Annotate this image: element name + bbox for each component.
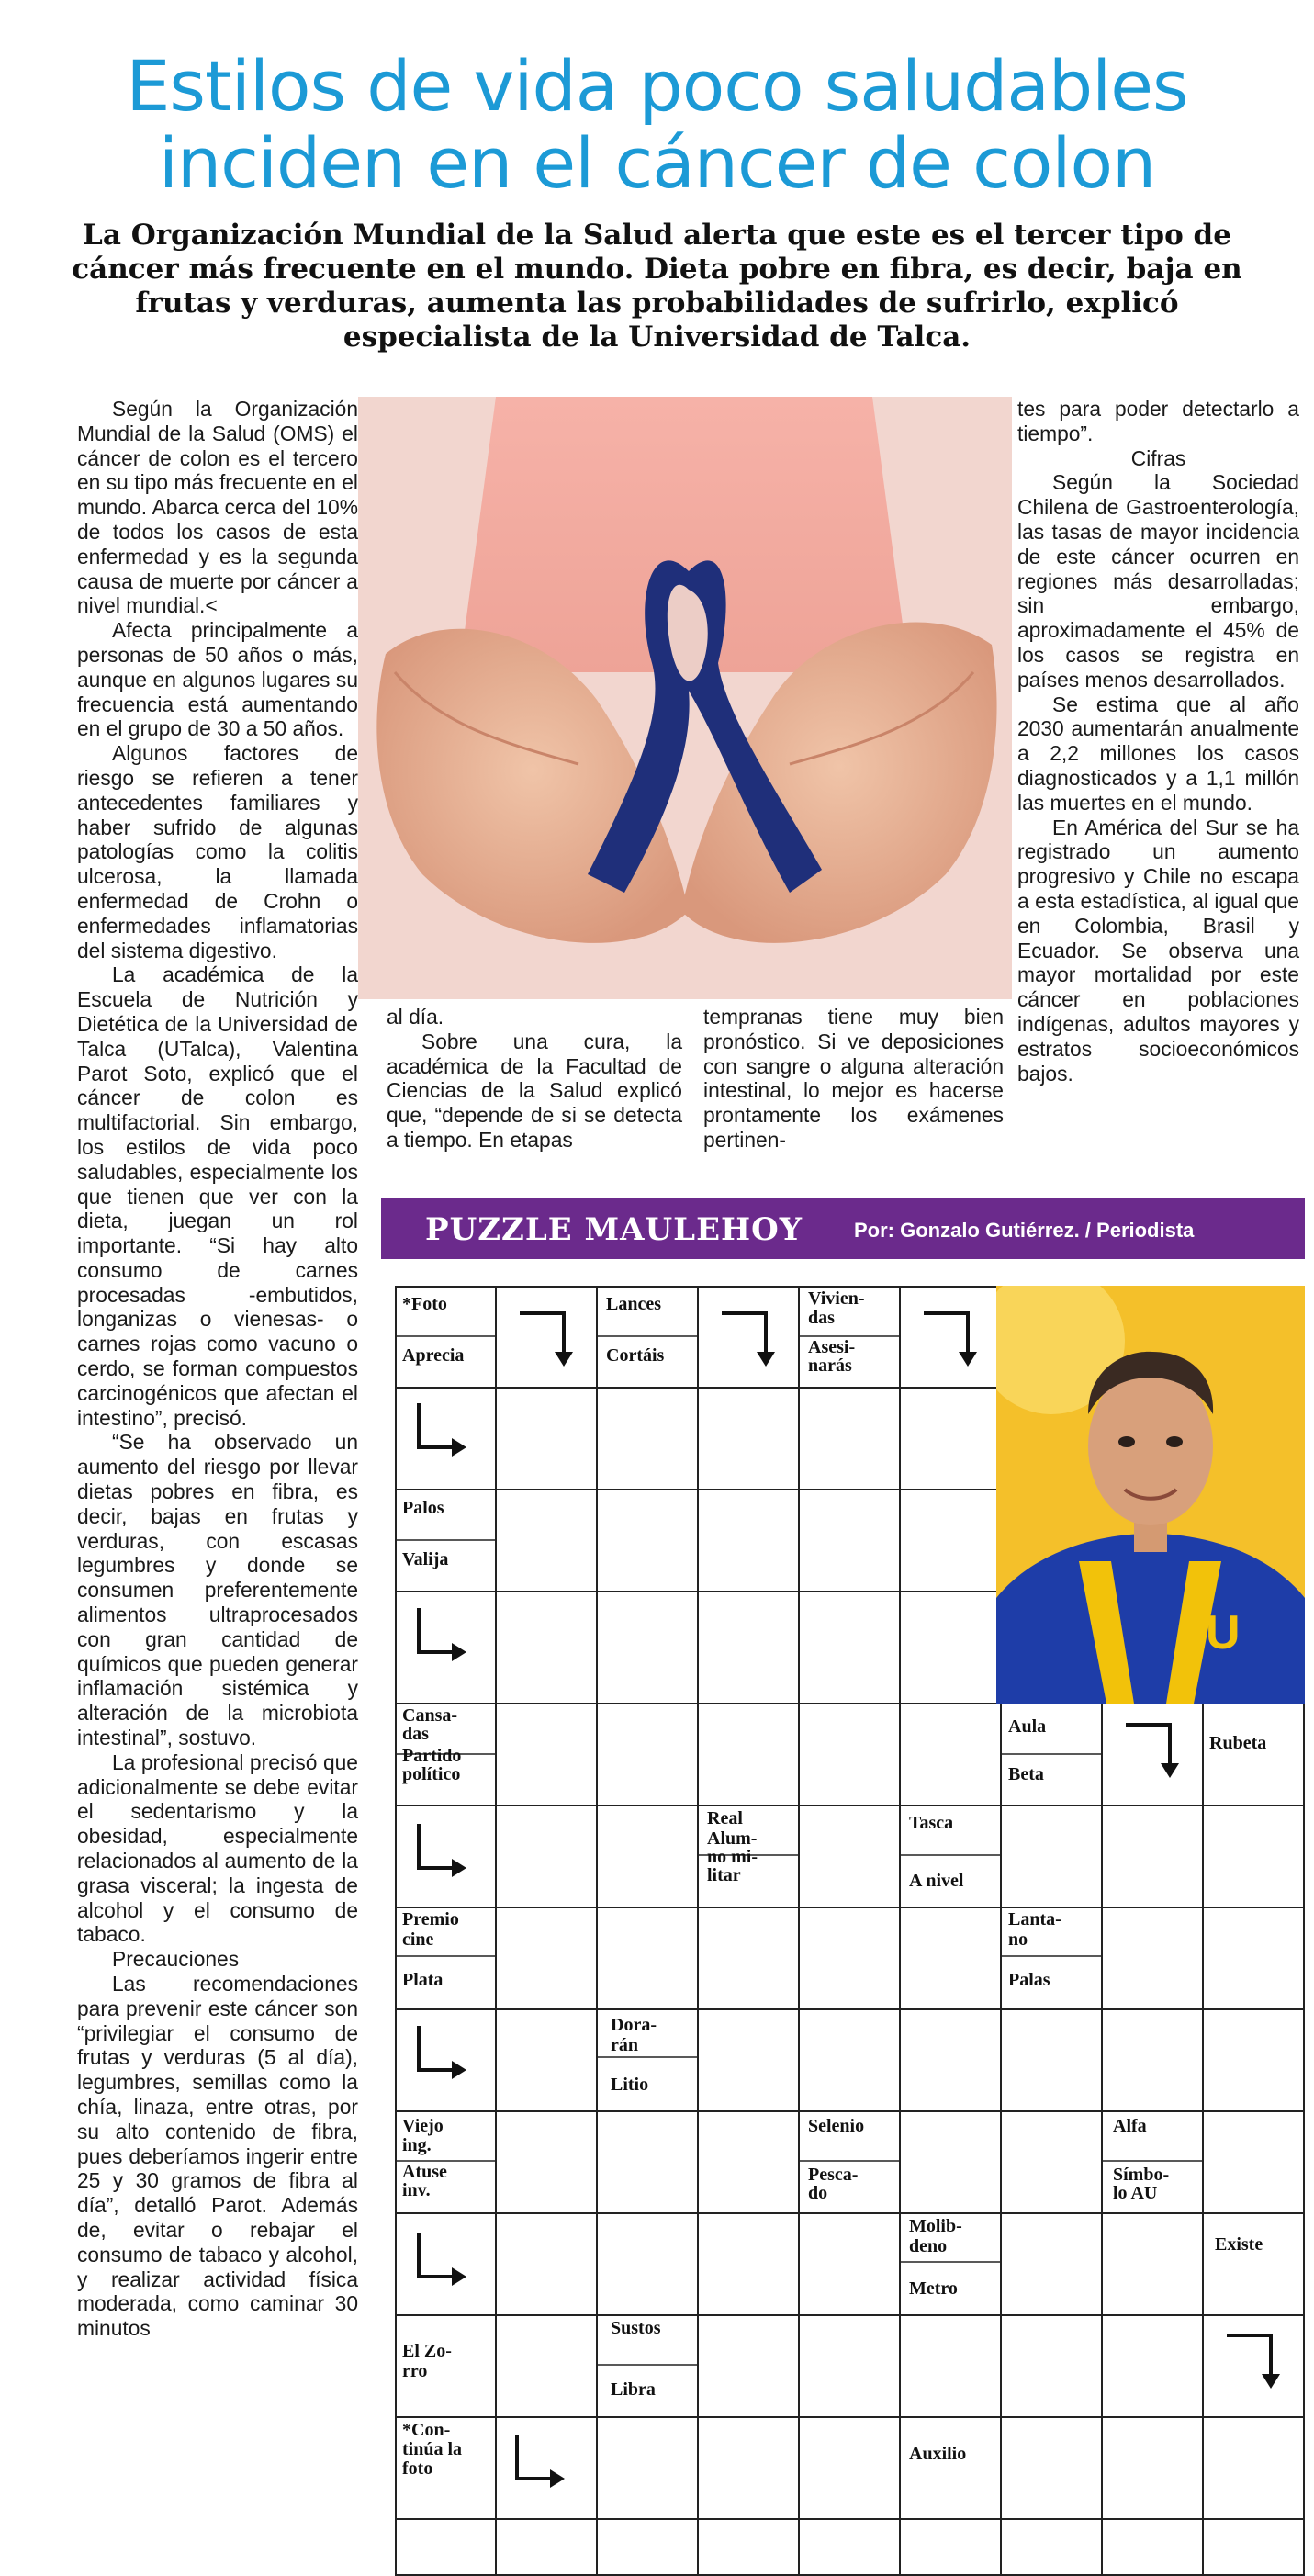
clue-aprecia: Aprecia [402, 1345, 465, 1366]
svg-text:U: U [1206, 1606, 1241, 1659]
clue-beta: Beta [1008, 1764, 1044, 1784]
article-mid-column-1 [387, 1005, 682, 1153]
clue-cortais: Cortáis [606, 1345, 665, 1366]
clue-vivien: Vivien- [808, 1288, 865, 1309]
paragraph: “Se ha observado un aumento del riesgo por llevar dietas pobres en fibra, es decir, bajas en frutas y verduras, con escasas legumbres y donde se consumen preferentemente alimentos ultraprocesados con gran cantidad de químicos que pueden generar inflamación sistémica y alteración de la microbiota intestinal”, sostuvo. [77, 1430, 358, 1750]
clue-foto: *Foto [402, 1294, 447, 1314]
clue-plata: Plata [402, 1970, 444, 1990]
clue-tasca: Tasca [909, 1813, 954, 1833]
clue-naras: narás [808, 1355, 852, 1376]
arrow-down-right-icon [411, 1398, 485, 1471]
arrow-right-down-icon [918, 1306, 992, 1379]
paragraph: En América del Sur se ha registrado un aumento progresivo y Chile no escapa a esta estadística, al igual que en Colombia, Brasil y Ecuador. Se observa una mayor mortalidad por este cáncer en poblaciones indígenas, adultos mayores y estratos socioeconómicos bajos. [1017, 815, 1299, 1086]
clue-palos: Palos [402, 1498, 444, 1518]
paragraph: tes para poder detectarlo a tiempo”. [1017, 397, 1299, 445]
arrow-down-right-icon [411, 2227, 485, 2300]
clue-auxilio: Auxilio [909, 2444, 967, 2464]
clue-alum: Alum- [707, 1828, 758, 1849]
clue-premio: Premio [402, 1909, 459, 1929]
paragraph: Según la Sociedad Chilena de Gastroenterología, las tasas de mayor incidencia de este cáncer ocurren en regiones más desarrolladas; sin embargo, aproximadamente el 45% de los casos se registra en países menos desarrollados. [1017, 470, 1299, 692]
paragraph: Sobre una cura, la académica de la Facultad de Ciencias de la Salud explicó que, “depende de si se detecta a tiempo. En etapas [387, 1029, 682, 1152]
arrow-down-right-icon [411, 1818, 485, 1892]
clue-valija: Valija [402, 1549, 449, 1569]
subheadline: La Organización Mundial de la Salud alerta que este es el tercer tipo de cáncer más frecuente en el mundo. Dieta pobre en fibra, es decir, baja en frutas y verduras, aumenta las probabilidades de sufrirlo, explicó especialista de la Universidad de Talca. [72, 219, 1242, 354]
clue-nomi: no mi- [707, 1847, 758, 1867]
player-photo [996, 1286, 1305, 1704]
headline-line-1: Estilos de vida poco saludables [126, 45, 1188, 127]
paragraph: Según la Organización Mundial de la Salud (OMS) el cáncer de colon es el tercero en su tipo más frecuente en el mundo. Abarca cerca del 10% de todos los casos de esta enfermedad y es la segunda causa de muerte por cáncer a nivel mundial.< [77, 397, 358, 618]
clue-sustos: Sustos [611, 2318, 661, 2338]
clue-ran: rán [611, 2035, 638, 2055]
ribbon-photo [358, 397, 1012, 999]
clue-lanta: Lanta- [1008, 1909, 1061, 1929]
paragraph: al día. [387, 1005, 444, 1029]
arrow-right-down-icon [1221, 2328, 1295, 2402]
clue-lo-au: lo AU [1113, 2183, 1158, 2203]
clue-palas: Palas [1008, 1970, 1050, 1990]
clue-inv: inv. [402, 2180, 431, 2200]
clue-metro: Metro [909, 2278, 958, 2299]
puzzle-title: PUZZLE MAULEHOY [425, 1211, 803, 1248]
headline-line-2: inciden en el cáncer de colon [158, 122, 1156, 204]
article-left-column [77, 397, 358, 2341]
clue-con: *Con- [402, 2420, 451, 2440]
clue-foto-2: foto [402, 2458, 433, 2479]
paragraph: La académica de la Escuela de Nutrición y Dietética de la Universidad de Talca (UTalca), Valentina Parot Soto, explicó que el cáncer de colon es multifactorial. Sin embargo, los estilos de vida poco saludables, especialmente los que tienen que ver con la dieta, juegan un rol importante. “Si hay alto consumo de carnes procesadas -embutidos, longanizas o vienesas- o carnes rojas como vacuno o cerdo, se forman compuestos carcinogénicos que afectan el intestino”, precisó. [77, 962, 358, 1430]
puzzle-author: Por: Gonzalo Gutiérrez. / Periodista [854, 1219, 1195, 1242]
clue-partido: Partido [402, 1746, 462, 1766]
clue-real: Real [707, 1808, 743, 1828]
clue-politico: político [402, 1764, 461, 1784]
clue-a-nivel: A nivel [909, 1871, 964, 1891]
clue-no: no [1008, 1929, 1028, 1950]
arrow-right-down-icon [716, 1306, 790, 1379]
arrow-down-right-icon [411, 1603, 485, 1676]
clue-el-zo: El Zo- [402, 2341, 452, 2361]
paragraph: La profesional precisó que adicionalmente se debe evitar el sedentarismo y la obesidad, especialmente relacionados al aumento de la grasa visceral; la ingesta de alcohol y el consumo de tabaco. [77, 1749, 358, 1947]
section-heading: Precauciones [112, 1947, 240, 1972]
paragraph: Las recomendaciones para prevenir este cáncer son “privilegiar el consumo de frutas y verduras (5 al día), legumbres, semillas como la chía, linaza, entre otras, por su alto contenido de fibra, pues deberíamos ingerir entre 25 y 30 gramos de fibra al día”, detalló Parot. Además de, evitar o rebajar el consumo de tabaco y alcohol, y realizar actividad física moderada, como caminar 30 minutos [77, 1972, 358, 2341]
article-mid-column-2 [703, 1005, 1004, 1153]
clue-lances: Lances [606, 1294, 661, 1314]
clue-das: das [808, 1308, 835, 1328]
paragraph: tempranas tiene muy bien pronóstico. Si ve deposiciones con sangre o alguna alteración intestinal, lo mejor es hacerse prontamente los exámenes pertinen- [703, 1005, 1004, 1152]
crossword-grid [395, 1286, 1305, 2576]
clue-litio: Litio [611, 2075, 649, 2095]
clue-dora: Dora- [611, 2015, 657, 2035]
headline [0, 45, 1314, 204]
clue-simbo: Símbo- [1113, 2165, 1170, 2185]
clue-viejo: Viejo [402, 2116, 444, 2136]
player-illustration [996, 1286, 1305, 1704]
article-right-column [1017, 397, 1299, 1086]
arrow-down-right-icon [510, 2429, 583, 2503]
section-heading: Cifras [1130, 445, 1186, 470]
paragraph: Algunos factores de riesgo se refieren a tener antecedentes familiares y haber sufrido de algunas patologías como la colitis ulcerosa, la llamada enfermedad de Crohn o enfermedades inflamatorias del sistema digestivo. [77, 741, 358, 962]
clue-alfa: Alfa [1113, 2116, 1147, 2136]
clue-cansa: Cansa- [402, 1705, 458, 1726]
clue-ing: ing. [402, 2135, 432, 2155]
clue-cine: cine [402, 1929, 434, 1950]
clue-das-2: das [402, 1724, 429, 1744]
clue-tinua: tinúa la [402, 2439, 463, 2459]
arrow-right-down-icon [514, 1306, 588, 1379]
clue-atuse: Atuse [402, 2162, 447, 2182]
clue-selenio: Selenio [808, 2116, 865, 2136]
arrow-right-down-icon [1120, 1717, 1194, 1791]
clue-molib: Molib- [909, 2216, 962, 2236]
clue-rro: rro [402, 2361, 428, 2381]
clue-rubeta: Rubeta [1209, 1733, 1267, 1753]
clue-existe: Existe [1215, 2234, 1263, 2255]
clue-deno: deno [909, 2236, 948, 2256]
clue-litar: litar [707, 1865, 741, 1885]
clue-aula: Aula [1008, 1716, 1047, 1737]
arrow-down-right-icon [411, 2020, 485, 2094]
clue-libra: Libra [611, 2379, 656, 2400]
paragraph: Afecta principalmente a personas de 50 años o más, aunque en algunos lugares su frecuencia está aumentando en el grupo de 30 a 50 años. [77, 618, 358, 741]
paragraph: Se estima que al año 2030 aumentarán anualmente a 2,2 millones los casos diagnosticados y a 1,1 millón las muertes en el mundo. [1017, 692, 1299, 815]
clue-do: do [808, 2183, 828, 2203]
clue-asesi: Asesi- [808, 1337, 856, 1357]
clue-pesca: Pesca- [808, 2165, 859, 2185]
hands-ribbon-illustration [358, 397, 1012, 999]
